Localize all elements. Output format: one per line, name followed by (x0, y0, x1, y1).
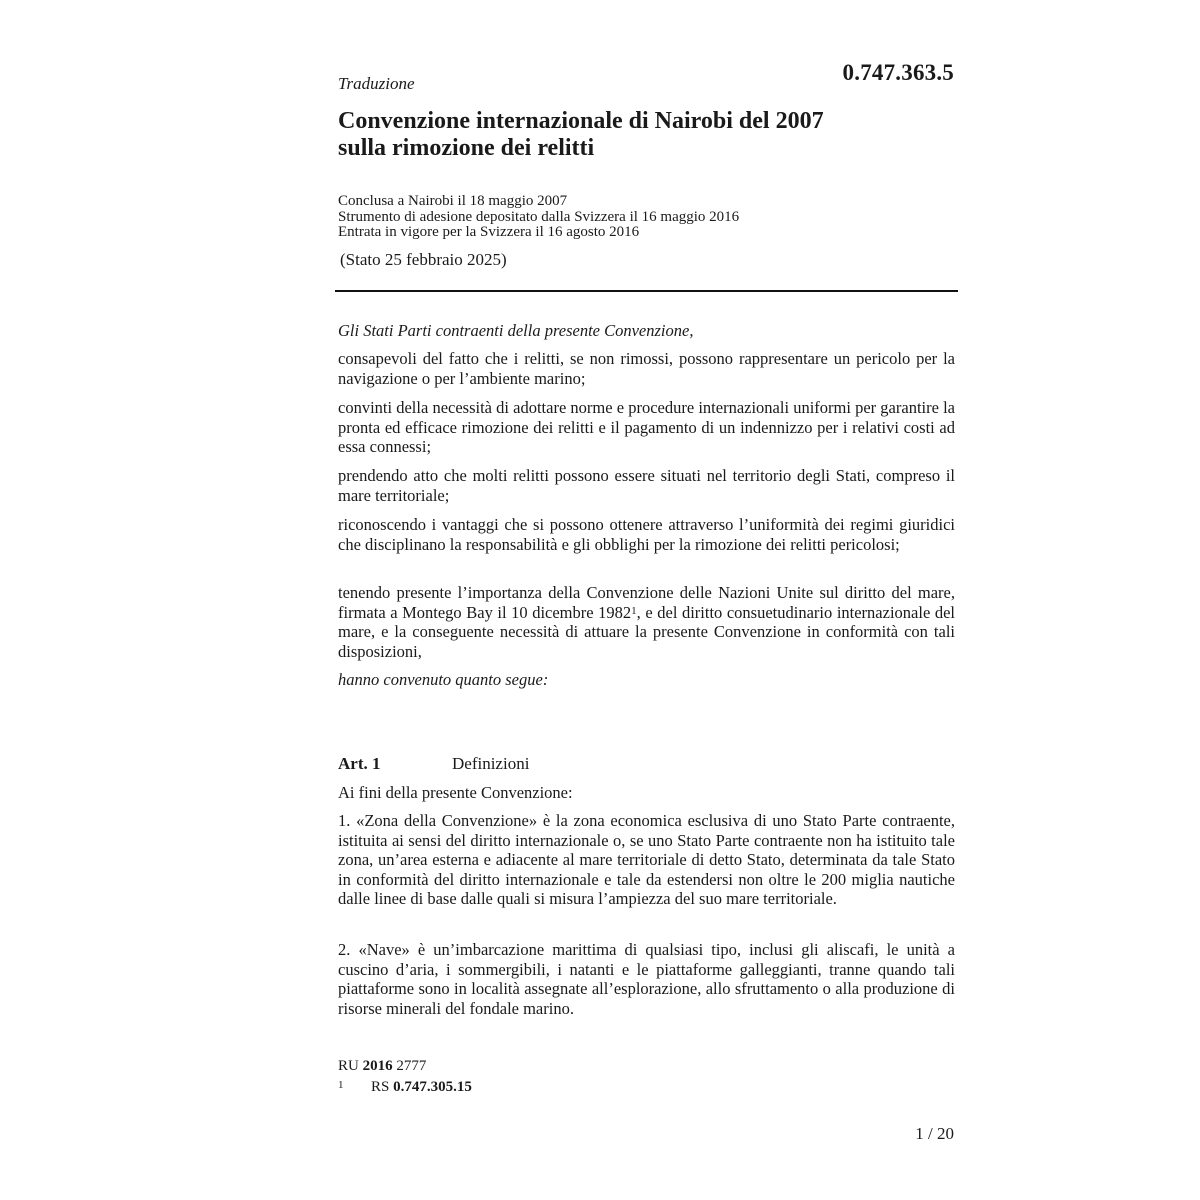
official-compilation-reference (338, 1058, 426, 1075)
preamble-intro: Gli Stati Parti contraenti della presente Convenzione, (338, 321, 694, 340)
meta-status: (Stato 25 febbraio 2025) (340, 250, 507, 269)
definition-1: 1. «Zona della Convenzione» è la zona economica esclusiva di uno Stato Parte contraente, istituita ai sensi del diritto internazionale o, se uno Stato Parte contraente non ha istituito tale zona, un’area esterna e adiacente al mare territoriale di detto Stato, determinata da tale Stato in conformità del diritto internazionale e tale da estendersi non oltre le 200 miglia nautiche dalle linee di base dalle quali si misura l’ampiezza del suo mare territoriale. (338, 811, 955, 908)
footnote-sr-number[interactable]: 0.747.305.15 (393, 1079, 472, 1095)
preamble-paragraph-2: convinti della necessità di adottare norme e procedure internazionali uniformi per garantire la pronta ed efficace rimozione dei relitti e il pagamento di un indennizzo per i relativi costi ad essa connessi; (338, 398, 955, 456)
preamble-paragraph-5-start: tenendo presente l’importanza della Convenzione delle Nazioni Unite sul diritto del mare, firmata a Montego Bay il 10 dicembre 1982 (338, 583, 955, 622)
footnote-reference[interactable]: 1 (631, 604, 637, 617)
translation-label: Traduzione (338, 74, 415, 93)
footnote-prefix: RS (371, 1079, 390, 1095)
preamble-paragraph-1: consapevoli del fatto che i relitti, se non rimossi, possono rappresentare un pericolo per la navigazione o per l’ambiente marino; (338, 349, 955, 388)
preamble-paragraph-4: riconoscendo i vantaggi che si possono ottenere attraverso l’uniformità dei regimi giuridici che disciplinano la responsabilità e gli obblighi per la rimozione dei relitti pericolosi; (338, 515, 955, 554)
preamble-paragraph-5-end: , e del diritto consuetudinario internazionale del mare, e la conseguente necessità di attuare la presente Convenzione in conformità con tali disposizioni, (338, 602, 955, 661)
footnote (338, 1079, 472, 1096)
footnote-mark: 1 (338, 1079, 344, 1091)
ru-year: 2016 (362, 1058, 393, 1074)
article-number: Art. 1 (338, 754, 381, 773)
ru-prefix: RU (338, 1058, 359, 1074)
article-intro: Ai fini della presente Convenzione: (338, 783, 573, 802)
preamble-closing: hanno convenuto quanto segue: (338, 670, 549, 689)
document-metadata (338, 194, 739, 241)
title-line-2: sulla rimozione dei relitti (338, 135, 595, 161)
meta-accession: Strumento di adesione depositato dalla Svizzera il 16 maggio 2016 (338, 208, 740, 225)
meta-concluded: Conclusa a Nairobi il 18 maggio 2007 (338, 193, 568, 209)
preamble-paragraph-3: prendendo atto che molti relitti possono essere situati nel territorio degli Stati, compreso il mare territoriale; (338, 466, 955, 505)
document-title (338, 108, 958, 162)
title-line-1: Convenzione internazionale di Nairobi del 2007 (338, 108, 824, 134)
article-title: Definizioni (452, 754, 530, 773)
ru-page: 2777 (396, 1058, 427, 1074)
page-number: 1 / 20 (915, 1124, 954, 1143)
sr-number: 0.747.363.5 (842, 60, 954, 85)
header-divider (335, 290, 958, 292)
meta-entry-into-force: Entrata in vigore per la Svizzera il 16 agosto 2016 (338, 224, 640, 240)
preamble-paragraph-5 (338, 583, 955, 661)
definition-2: 2. «Nave» è un’imbarcazione marittima di qualsiasi tipo, inclusi gli aliscafi, le unità a cuscino d’aria, i sommergibili, i natanti e le piattaforme galleggianti, tranne quando tali piattaforme sono in località assegnate all’esplorazione, allo sfruttamento o alla produzione di risorse minerali del fondale marino. (338, 940, 955, 1018)
